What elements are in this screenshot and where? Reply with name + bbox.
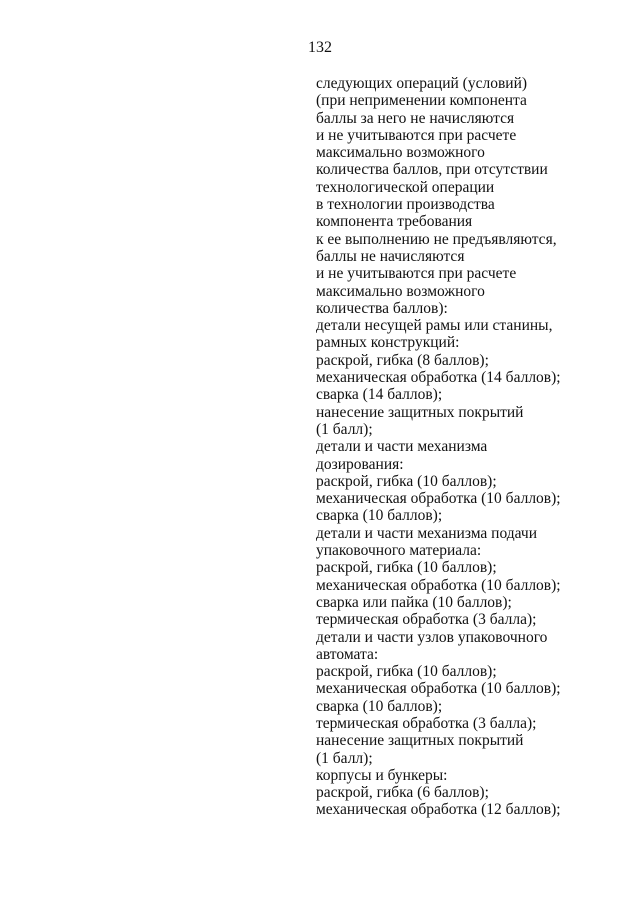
text-line: компонента требования bbox=[316, 213, 473, 231]
text-line: сварка или пайка (10 баллов); bbox=[316, 593, 512, 611]
text-line: детали и части механизма подачи bbox=[316, 524, 538, 542]
text-line: (1 балл); bbox=[316, 749, 373, 767]
text-line: термическая обработка (3 балла); bbox=[316, 714, 537, 732]
text-line: механическая обработка (10 баллов); bbox=[316, 490, 561, 508]
text-line: сварка (14 баллов); bbox=[316, 386, 443, 404]
text-line: упаковочного материала: bbox=[316, 542, 482, 560]
text-line: сварка (10 баллов); bbox=[316, 697, 443, 715]
text-line: нанесение защитных покрытий bbox=[316, 403, 524, 421]
text-line: детали несущей рамы или станины, bbox=[316, 317, 553, 335]
text-line: баллы за него не начисляются bbox=[316, 109, 515, 127]
text-line: корпусы и бункеры: bbox=[316, 766, 448, 784]
text-line: и не учитываются при расчете bbox=[316, 265, 517, 283]
text-line: детали и части механизма bbox=[316, 438, 488, 456]
text-line: термическая обработка (3 балла); bbox=[316, 611, 537, 629]
text-line: максимально возможного bbox=[316, 282, 485, 300]
text-line: дозирования: bbox=[316, 455, 404, 473]
text-line: сварка (10 баллов); bbox=[316, 507, 443, 525]
text-line: технологической операции bbox=[316, 178, 495, 196]
text-line: количества баллов): bbox=[316, 299, 448, 317]
text-line: следующих операций (условий) bbox=[316, 75, 528, 92]
text-line: (при неприменении компонента bbox=[316, 92, 527, 110]
text-line: максимально возможного bbox=[316, 144, 485, 162]
text-line: к ее выполнению не предъявляются, bbox=[316, 230, 557, 248]
text-line: раскрой, гибка (6 баллов); bbox=[316, 784, 489, 802]
text-line: количества баллов, при отсутствии bbox=[316, 161, 548, 179]
text-line: рамных конструкций: bbox=[316, 334, 460, 352]
page-number: 132 bbox=[308, 39, 332, 56]
text-line: раскрой, гибка (8 баллов); bbox=[316, 351, 489, 369]
text-line: баллы не начисляются bbox=[316, 247, 465, 265]
text-line: в технологии производства bbox=[316, 196, 495, 214]
text-line: механическая обработка (10 баллов); bbox=[316, 576, 561, 594]
document-body-text bbox=[316, 75, 636, 819]
text-line: механическая обработка (14 баллов); bbox=[316, 369, 561, 387]
text-line: раскрой, гибка (10 баллов); bbox=[316, 472, 497, 490]
text-line: (1 балл); bbox=[316, 420, 373, 438]
text-line: детали и части узлов упаковочного bbox=[316, 628, 548, 646]
text-line: раскрой, гибка (10 баллов); bbox=[316, 559, 497, 577]
text-line: механическая обработка (10 баллов); bbox=[316, 680, 561, 698]
text-line: механическая обработка (12 баллов); bbox=[316, 801, 561, 819]
text-line: и не учитываются при расчете bbox=[316, 126, 517, 144]
text-line: нанесение защитных покрытий bbox=[316, 732, 524, 750]
text-line: раскрой, гибка (10 баллов); bbox=[316, 663, 497, 681]
text-line: автомата: bbox=[316, 645, 379, 663]
